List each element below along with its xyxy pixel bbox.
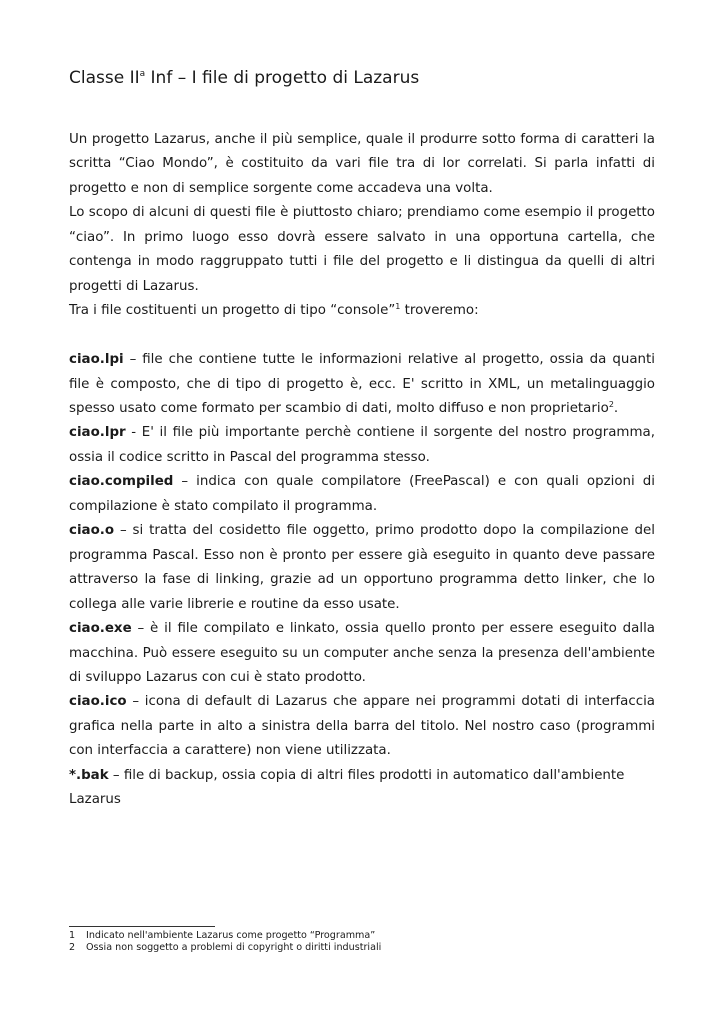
- list-intro-text: Tra i file costituenti un progetto di tipo “console”: [69, 303, 396, 319]
- title-superscript: a: [139, 69, 146, 79]
- footnote-text: Indicato nell'ambiente Lazarus come progetto “Programma”: [86, 930, 376, 941]
- file-entry-ico: [69, 690, 655, 763]
- file-description: – si tratta del cosidetto file oggetto, primo prodotto dopo la compilazione del programma Pascal. Esso non è pronto per essere già eseguito in quanto deve passare attraverso la fase di linking, grazie ad un opportuno programma detto linker, che lo collega alle varie librerie e routine da esso usate.: [69, 523, 655, 612]
- file-name: ciao.exe: [69, 621, 132, 637]
- sentence-end: .: [613, 400, 619, 416]
- file-name: ciao.o: [69, 523, 115, 539]
- intro-paragraph: Lo scopo di alcuni di questi file è piuttosto chiaro; prendiamo come esempio il progetto “ciao”. In primo luogo esso dovrà essere salvato in una opportuna cartella, che contenga in modo raggruppato tutti i file del progetto e li distingua da quelli di altri progetti di Lazarus.: [69, 205, 655, 294]
- file-entry-bak: [69, 764, 655, 813]
- file-name: *.bak: [69, 767, 109, 783]
- footnote-number: 2: [69, 942, 76, 953]
- file-description: – file che contiene tutte le informazioni relative al progetto, ossia da quanti file è composto, che di tipo di progetto è, ecc. E' scritto in XML, un metalinguaggio spesso usato come formato per scambio di dati, molto diffuso e non proprietario: [69, 352, 655, 416]
- file-name: ciao.compiled: [69, 474, 174, 490]
- footnote-separator: [69, 926, 215, 927]
- footnote-text: Ossia non soggetto a problemi di copyright o diritti industriali: [86, 942, 382, 953]
- file-entry-lpi: [69, 348, 655, 421]
- file-name: ciao.lpi: [69, 352, 124, 368]
- footnotes: [69, 930, 381, 954]
- file-entry-exe: [69, 617, 655, 690]
- blank-line: [69, 324, 655, 348]
- footnote: [69, 942, 381, 954]
- title-main: Classe II: [69, 68, 140, 88]
- file-description: - E' il file più importante perchè contiene il sorgente del nostro programma, ossia il codice scritto in Pascal del programma stesso.: [69, 425, 655, 465]
- document-body: [69, 128, 655, 813]
- list-intro: [69, 299, 655, 323]
- file-entry-lpr: [69, 421, 655, 470]
- file-name: ciao.ico: [69, 694, 127, 710]
- page-title: [69, 68, 419, 88]
- footnote-ref: 2: [608, 399, 614, 409]
- intro-paragraph: Un progetto Lazarus, anche il più semplice, quale il produrre sotto forma di caratteri la scritta “Ciao Mondo”, è costituito da vari file tra di lor correlati. Si parla infatti di progetto e non di semplice sorgente come accadeva una volta.: [69, 132, 655, 196]
- footnote: [69, 930, 381, 942]
- file-description: – è il file compilato e linkato, ossia quello pronto per essere eseguito dalla macchina. Può essere eseguito su un computer anche senza la presenza dell'ambiente di sviluppo Lazarus con cui è stato prodotto.: [69, 621, 655, 685]
- file-name: ciao.lpr: [69, 425, 126, 441]
- file-entry-o: [69, 519, 655, 617]
- footnote-number: 1: [69, 930, 76, 941]
- list-intro-text-end: troveremo:: [400, 303, 479, 319]
- file-entry-compiled: [69, 470, 655, 519]
- file-description: – icona di default di Lazarus che appare nei programmi dotati di interfaccia grafica nella parte in alto a sinistra della barra del titolo. Nel nostro caso (programmi con interfaccia a carattere) non viene utilizzata.: [69, 694, 655, 759]
- file-description: – file di backup, ossia copia di altri files prodotti in automatico dall'ambiente Lazarus: [69, 767, 625, 808]
- footnote-ref: 1: [395, 302, 401, 312]
- file-description: – indica con quale compilatore (FreePascal) e con quali opzioni di compilazione è stato compilato il programma.: [69, 474, 655, 514]
- title-rest: Inf – I file di progetto di Lazarus: [145, 68, 420, 88]
